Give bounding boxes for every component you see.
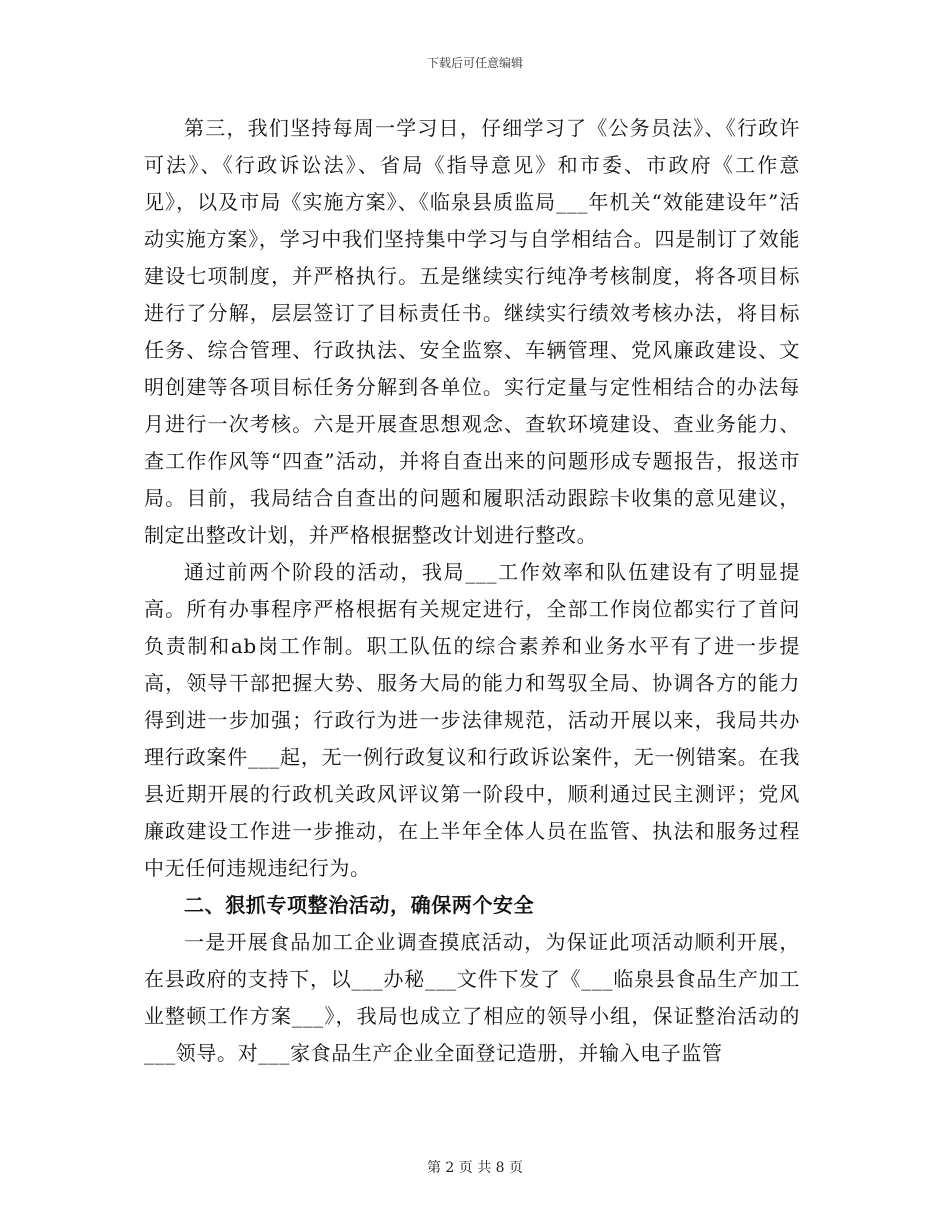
body-paragraph-3: 一是开展食品加工企业调查摸底活动，为保证此项活动顺利开展，在县政府的支持下，以___办秘___文件下发了《___临泉县食品生产加工业整顿工作方案___》，我局也成立了相应的领导小组，保证整治活动的___领导。对___家食品生产企业全面登记造册，并输入电子监管 xyxy=(144,930,800,1065)
page-footer: 第 2 页 共 8 页 xyxy=(426,1160,524,1176)
page-header: 下载后可任意编辑 xyxy=(426,56,523,70)
body-paragraph-1: 第三，我们坚持每周一学习日，仔细学习了《公务员法》、《行政许可法》、《行政诉讼法》、省局《指导意见》和市委、市政府《工作意见》，以及市局《实施方案》、《临泉县质监局___年机关“效能建设年”活动实施方案》，学习中我们坚持集中学习与自学相结合。四是制订了效能建设七项制度，并严格执行。五是继续实行纯净考核制度，将各项目标进行了分解，层层签订了目标责任书。继续实行绩效考核办法，将目标任务、综合管理、行政执法、安全监察、车辆管理、党风廉政建设、文明创建等各项目标任务分解到各单位。实行定量与定性相结合的办法每月进行一次考核。六是开展查思想观念、查软环境建设、查业务能力、查工作作风等“四查”活动，并将自查出来的问题形成专题报告，报送市局。目前，我局结合自查出的问题和履职活动跟踪卡收集的意见建议，制定出整改计划，并严格根据整改计划进行整改。 xyxy=(144,116,800,547)
body-paragraph-2: 通过前两个阶段的活动，我局___工作效率和队伍建设有了明显提高。所有办事程序严格根据有关规定进行，全部工作岗位都实行了首问负责制和ab岗工作制。职工队伍的综合素养和业务水平有了进一步提高，领导干部把握大势、服务大局的能力和驾驭全局、协调各方的能力得到进一步加强；行政行为进一步法律规范，活动开展以来，我局共办理行政案件___起，无一例行政复议和行政诉讼案件，无一例错案。在我县近期开展的行政机关政风评议第一阶段中，顺利通过民主测评；党风廉政建设工作进一步推动，在上半年全体人员在监管、执法和服务过程中无任何违规违纪行为。 xyxy=(144,560,800,880)
section-heading: 二、狠抓专项整治活动，确保两个安全 xyxy=(184,893,535,917)
document-body xyxy=(144,110,800,1072)
